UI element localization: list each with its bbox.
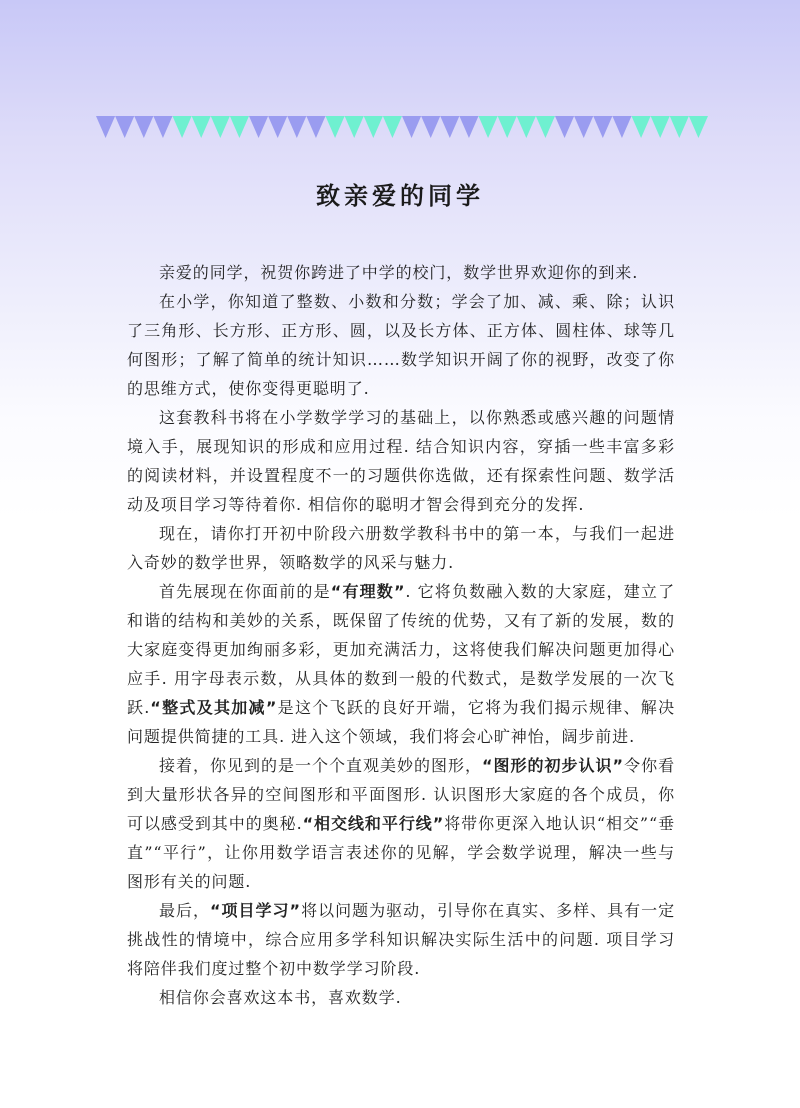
bunting-triangle — [517, 116, 536, 138]
bunting-triangle — [555, 116, 574, 138]
bunting-triangle — [326, 116, 345, 138]
bunting-triangle — [574, 116, 593, 138]
text-segment: 最后， — [159, 901, 211, 920]
bunting-triangle — [459, 116, 478, 138]
paragraph-greeting: 亲爱的同学，祝贺你跨进了中学的校门，数学世界欢迎你的到来. — [159, 263, 639, 282]
bunting-triangle — [593, 116, 612, 138]
text-segment: 接着，你见到的是一个个直观美妙的图形， — [159, 756, 483, 775]
bunting-triangle — [536, 116, 555, 138]
text-segment: 将以问题为驱动，引导你在真实、多样、具有一定挑战性的情境中，综合应用多学科知识解决实际生活中的问题. 项目学习将陪伴我们度过整个初中数学学习阶段. — [127, 901, 676, 978]
paragraph-geometry — [127, 751, 675, 896]
bunting-triangle — [364, 116, 383, 138]
paragraph-rational-numbers — [127, 577, 675, 751]
bunting-triangle — [498, 116, 517, 138]
text-segment: 首先展现在你面前的是 — [159, 582, 331, 601]
paragraph-closing: 相信你会喜欢这本书，喜欢数学. — [159, 988, 402, 1007]
bunting-triangle — [612, 116, 631, 138]
bunting-triangle — [306, 116, 325, 138]
bunting-triangle — [345, 116, 364, 138]
paragraph-primary-review: 在小学，你知道了整数、小数和分数；学会了加、减、乘、除；认识了三角形、长方形、正方形、圆，以及长方体、正方体、圆柱体、球等几何图形；了解了简单的统计知识……数学知识开阔了你的视野，改变了你的思维方式，使你变得更聪明了. — [127, 292, 675, 398]
bunting-triangle — [383, 116, 402, 138]
bunting-triangle — [268, 116, 287, 138]
keyword-project-learning: “项目学习” — [210, 901, 301, 920]
paragraph-project-learning — [127, 896, 675, 983]
bunting-triangle — [134, 116, 153, 138]
bunting-triangle — [96, 116, 115, 138]
paragraph-textbook-intro: 这套教科书将在小学数学学习的基础上，以你熟悉或感兴趣的问题情境入手，展现知识的形成和应用过程. 结合知识内容，穿插一些丰富多彩的阅读材料，并设置程度不一的习题供你选做，还有探索性问题、数学活动及项目学习等待着你. 相信你的聪明才智会得到充分的发挥. — [127, 408, 675, 514]
bunting-triangle — [287, 116, 306, 138]
bunting-triangle — [421, 116, 440, 138]
bunting-triangle — [689, 116, 708, 138]
page-title: 致亲爱的同学 — [316, 182, 484, 210]
keyword-intersecting-parallel-lines: “相交线和平行线” — [302, 814, 445, 833]
bunting-triangle — [670, 116, 689, 138]
bunting-triangles-icon — [96, 116, 708, 140]
bunting-triangle — [249, 116, 268, 138]
text-segment: 将带你更深入地认识“相交”“垂直”“平行”，让你用数学语言表述你的见解，学会数学说理，解决一些与图形有关的问题. — [127, 814, 675, 891]
bunting-triangle — [173, 116, 192, 138]
letter-body — [127, 258, 675, 1012]
text-segment: 令你看到大量形状各异的空间图形和平面图形. 认识图形大家庭的各个成员，你可以感受到其中的奥秘. — [127, 756, 675, 833]
bunting-graphic — [96, 116, 708, 140]
keyword-rational-numbers: “有理数” — [330, 582, 406, 601]
text-segment: 是这个飞跃的良好开端，它将为我们揭示规律、解决问题提供简捷的工具. 进入这个领域，我们将会心旷神怡，阔步前进. — [127, 698, 675, 746]
bunting-triangle — [651, 116, 670, 138]
bunting-triangle — [153, 116, 172, 138]
bunting-triangle — [211, 116, 230, 138]
keyword-polynomials: “整式及其加减” — [150, 698, 278, 717]
bunting-triangle — [115, 116, 134, 138]
bunting-triangle — [192, 116, 211, 138]
bunting-triangle — [440, 116, 459, 138]
bunting-triangle — [402, 116, 421, 138]
bunting-triangle — [479, 116, 498, 138]
text-segment: . 它将负数融入数的大家庭，建立了和谐的结构和美妙的关系，既保留了传统的优势，又有了新的发展，数的大家庭变得更加绚丽多彩，更加充满活力，这将使我们解决问题更加得心应手. 用字母表示数，从具体的数到一般的代数式，是数学发展的一次飞跃. — [127, 582, 675, 717]
keyword-basic-shapes: “图形的初步认识” — [482, 756, 624, 775]
bunting-triangle — [230, 116, 249, 138]
bunting-triangle — [632, 116, 651, 138]
paragraph-invitation: 现在，请你打开初中阶段六册数学教科书中的第一本，与我们一起进入奇妙的数学世界，领略数学的风采与魅力. — [127, 524, 675, 572]
